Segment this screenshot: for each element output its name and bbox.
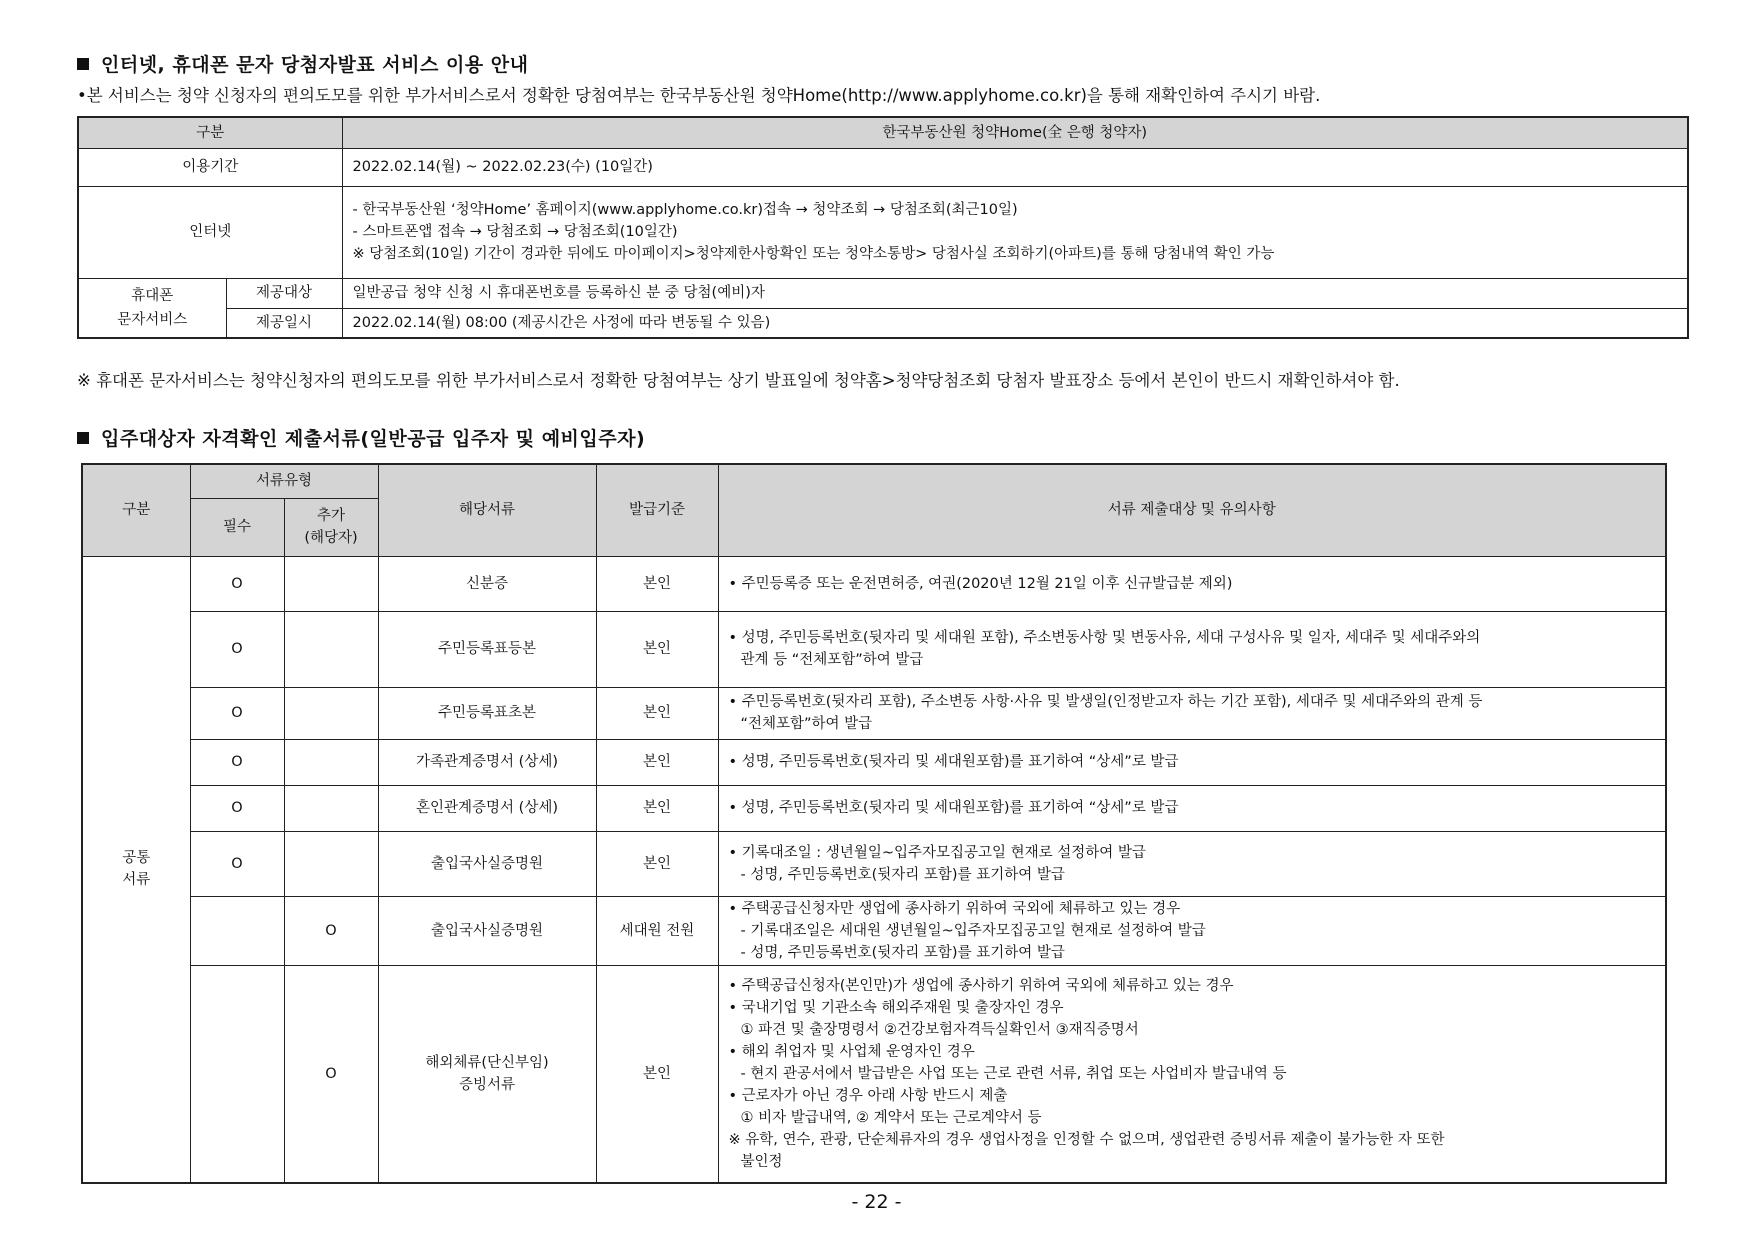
date-label: 제공일시 (226, 308, 342, 338)
document-name: 주민등록표초본 (378, 687, 596, 739)
note-line: - 현지 관공서에서 발급받은 사업 또는 근로 관련 서류, 취업 또는 사업비자 발급내역 등 (740, 1065, 1287, 1082)
note-line: • 주택공급신청자(본인만)가 생업에 종사하기 위하여 국외에 체류하고 있는 경우 (728, 977, 1234, 994)
issue-basis: 본인 (596, 831, 718, 896)
document-name: 가족관계증명서 (상세) (378, 739, 596, 785)
note-line: 불인정 (740, 1153, 783, 1170)
section-title-text: 인터넷, 휴대폰 문자 당첨자발표 서비스 이용 안내 (101, 54, 529, 76)
period-label: 이용기간 (78, 148, 342, 186)
doc-notes (718, 556, 1666, 611)
document-name (378, 965, 596, 1183)
issue-basis: 본인 (596, 739, 718, 785)
sms-note: ※ 휴대폰 문자서비스는 청약신청자의 편의도모를 위한 부가서비스로서 정확한 당첨여부는 상기 발표일에 청약홈>청약당첨조회 당첨자 발표장소 등에서 본인이 반드시 재확인하셔야 함. (77, 371, 1400, 390)
sms-label-line: 문자서비스 (117, 311, 188, 328)
note-line: • 성명, 주민등록번호(뒷자리 및 세대원포함)를 표기하여 “상세”로 발급 (728, 754, 1179, 770)
additional-mark (284, 785, 378, 831)
category-line: 공통 (122, 850, 151, 867)
note-line: • 성명, 주민등록번호(뒷자리 및 세대원포함)를 표기하여 “상세”로 발급 (728, 800, 1179, 816)
service-note: •본 서비스는 청약 신청자의 편의도모를 위한 부가서비스로서 정확한 당첨여부는 한국부동산원 청약Home(http://www.applyhome.co.kr)을 통해 재확인하여 주시기 바람. (77, 86, 1321, 105)
issue-basis: 본인 (596, 785, 718, 831)
date-value: 2022.02.14(월) 08:00 (제공시간은 사정에 따라 변동될 수 있음) (342, 308, 1688, 338)
document-name: 출입국사실증명원 (378, 896, 596, 965)
common-docs-label (82, 556, 190, 1183)
doc-notes (718, 785, 1666, 831)
required-mark (190, 896, 284, 965)
table-row (82, 739, 1666, 785)
target-value: 일반공급 청약 신청 시 휴대폰번호를 등록하신 분 중 당첨(예비)자 (342, 278, 1688, 308)
additional-mark: O (284, 965, 378, 1183)
document-name-line: 증빙서류 (458, 1076, 516, 1093)
note-line: • 해외 취업자 및 사업체 운영자인 경우 (728, 1043, 975, 1060)
issue-basis: 본인 (596, 556, 718, 611)
note-line: ① 파견 및 출장명령서 ②건강보험자격득실확인서 ③재직증명서 (740, 1021, 1139, 1038)
issue-basis: 본인 (596, 687, 718, 739)
section-title-sms-service (77, 50, 529, 77)
t2-header-document: 해당서류 (378, 464, 596, 556)
additional-mark (284, 556, 378, 611)
required-mark: O (190, 739, 284, 785)
note-line: - 성명, 주민등록번호(뒷자리 포함)를 표기하여 발급 (740, 944, 1065, 961)
note-line: • 주민등록증 또는 운전면허증, 여권(2020년 12월 21일 이후 신규발급분 제외) (728, 575, 1233, 592)
note-line: • 근로자가 아닌 경우 아래 사항 반드시 제출 (728, 1087, 1008, 1104)
issue-basis: 본인 (596, 965, 718, 1183)
note-line: • 기록대조일 : 생년월일~입주자모집공고일 현재로 설정하여 발급 (728, 844, 1146, 861)
square-bullet-icon (77, 58, 89, 70)
table-row (82, 785, 1666, 831)
table-row (82, 965, 1666, 1183)
table-row (82, 896, 1666, 965)
required-mark: O (190, 785, 284, 831)
document-name: 주민등록표등본 (378, 611, 596, 687)
internet-instructions (342, 186, 1688, 278)
additional-mark (284, 687, 378, 739)
additional-mark (284, 831, 378, 896)
additional-mark: O (284, 896, 378, 965)
required-mark: O (190, 611, 284, 687)
t2-header-notes: 서류 제출대상 및 유의사항 (718, 464, 1666, 556)
announcement-service-table (77, 116, 1689, 339)
required-mark: O (190, 687, 284, 739)
required-mark: O (190, 556, 284, 611)
note-line: ※ 유학, 연수, 관광, 단순체류자의 경우 생업사정을 인정할 수 없으며, 생업관련 증빙서류 제출이 불가능한 자 또한 (728, 1131, 1445, 1148)
internet-line: - 스마트폰앱 접속 → 당첨조회 → 당첨조회(10일간) (352, 224, 678, 240)
issue-basis: 세대원 전원 (596, 896, 718, 965)
required-documents-table (81, 463, 1667, 1184)
t1-header-applyhome: 한국부동산원 청약Home(全 은행 청약자) (342, 117, 1688, 148)
note-line: • 주택공급신청자만 생업에 종사하기 위하여 국외에 체류하고 있는 경우 (728, 900, 1181, 917)
period-value: 2022.02.14(월) ~ 2022.02.23(수) (10일간) (342, 148, 1688, 186)
required-mark (190, 965, 284, 1183)
square-bullet-icon (77, 432, 89, 444)
doc-notes (718, 896, 1666, 965)
t1-header-category: 구분 (78, 117, 342, 148)
note-line: “전체포함”하여 발급 (740, 716, 873, 732)
internet-line: - 한국부동산원 ‘청약Home’ 홈페이지(www.applyhome.co.kr)접속 → 청약조회 → 당첨조회(최근10일) (352, 202, 1018, 218)
doc-notes (718, 739, 1666, 785)
table-row (82, 831, 1666, 896)
document-name: 출입국사실증명원 (378, 831, 596, 896)
category-line: 서류 (122, 872, 151, 889)
target-label: 제공대상 (226, 278, 342, 308)
table-row (82, 556, 1666, 611)
note-line: 관계 등 “전체포함”하여 발급 (740, 652, 924, 668)
t2-header-required: 필수 (190, 498, 284, 556)
table-row (82, 611, 1666, 687)
doc-notes (718, 831, 1666, 896)
t2-header-category: 구분 (82, 464, 190, 556)
document-name: 신분증 (378, 556, 596, 611)
section-title-documents (77, 424, 645, 451)
note-line: • 국내기업 및 기관소속 해외주재원 및 출장자인 경우 (728, 999, 1064, 1016)
document-name-line: 해외체류(단신부임) (425, 1054, 549, 1071)
doc-notes (718, 965, 1666, 1183)
sms-label-line: 휴대폰 (131, 287, 174, 304)
page-number: - 22 - (851, 1191, 902, 1213)
table-row (82, 687, 1666, 739)
doc-notes (718, 611, 1666, 687)
issue-basis: 본인 (596, 611, 718, 687)
required-mark: O (190, 831, 284, 896)
t2-header-basis: 발급기준 (596, 464, 718, 556)
document-name: 혼인관계증명서 (상세) (378, 785, 596, 831)
note-line: ① 비자 발급내역, ② 계약서 또는 근로계약서 등 (740, 1109, 1042, 1126)
t2-header-doc-type: 서류유형 (190, 464, 378, 498)
note-line: - 성명, 주민등록번호(뒷자리 포함)를 표기하여 발급 (740, 866, 1065, 883)
section-title-text: 입주대상자 자격확인 제출서류(일반공급 입주자 및 예비입주자) (101, 428, 646, 450)
additional-label: 추가 (316, 508, 345, 524)
additional-mark (284, 611, 378, 687)
additional-mark (284, 739, 378, 785)
note-line: • 성명, 주민등록번호(뒷자리 및 세대원 포함), 주소변동사항 및 변동사유, 세대 구성사유 및 일자, 세대주 및 세대주와의 (728, 630, 1481, 646)
sms-service-label (78, 278, 226, 338)
internet-line: ※ 당첨조회(10일) 기간이 경과한 뒤에도 마이페이지>청약제한사항확인 또는 청약소통방> 당첨사실 조회하기(아파트)를 통해 당첨내역 확인 가능 (352, 246, 1275, 262)
internet-label: 인터넷 (78, 186, 342, 278)
note-line: • 주민등록번호(뒷자리 포함), 주소변동 사항·사유 및 발생일(인정받고자 하는 기간 포함), 세대주 및 세대주와의 관계 등 (728, 694, 1483, 710)
doc-notes (718, 687, 1666, 739)
additional-sublabel: (해당자) (304, 530, 358, 546)
note-line: - 기록대조일은 세대원 생년월일~입주자모집공고일 현재로 설정하여 발급 (740, 922, 1206, 939)
t2-header-additional (284, 498, 378, 556)
